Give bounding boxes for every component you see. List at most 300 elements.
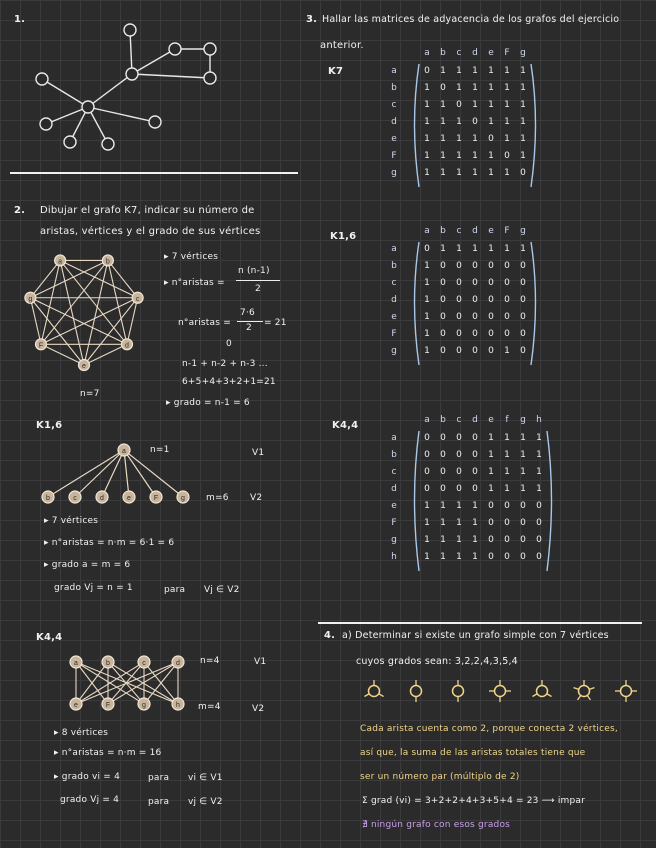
k7-vertex-label: F	[38, 342, 44, 350]
matrix-cell: 1	[456, 501, 462, 511]
matrix-cell: 0	[440, 261, 446, 271]
matrix-right-bracket	[531, 64, 536, 187]
matrix-cell: 1	[536, 484, 542, 494]
answer-line-2: así que, la suma de las aristas totales tiene que	[360, 748, 586, 758]
matrix-cell: 0	[472, 261, 478, 271]
matrix-cell: 0	[504, 295, 510, 305]
matrix-cell: 1	[488, 450, 494, 460]
matrix-cell: 0	[440, 312, 446, 322]
k7-fact-vertices: ▸ 7 vértices	[164, 252, 219, 262]
matrix-cell: 1	[520, 244, 526, 254]
answer-line-3: ser un número par (múltiplo de 2)	[360, 772, 520, 782]
matrix-cell: 0	[456, 467, 462, 477]
matrix-cell: 1	[440, 100, 446, 110]
matrix-brackets	[388, 226, 546, 369]
matrix-col-label: e	[488, 226, 494, 236]
matrix-cell: 1	[488, 151, 494, 161]
matrix-cell: 1	[424, 134, 430, 144]
matrix-cell: 0	[440, 467, 446, 477]
matrix-cell: 1	[440, 501, 446, 511]
k44-graph	[68, 652, 198, 712]
matrix-cell: 0	[472, 295, 478, 305]
matrix-row-label: h	[391, 552, 397, 562]
matrix-col-label: d	[472, 415, 478, 425]
matrix-cell: 1	[520, 100, 526, 110]
matrix-cell: 1	[472, 134, 478, 144]
matrix-row-label: c	[391, 278, 397, 288]
k44-vertex-label: e	[74, 702, 78, 709]
matrix-cell: 0	[520, 278, 526, 288]
matrix-cell: 1	[440, 535, 446, 545]
matrix-cell: 1	[520, 134, 526, 144]
matrix-col-label: g	[520, 226, 526, 236]
section-3-prompt-line1: Hallar las matrices de adyacencia de los grafos del ejercicio	[322, 14, 620, 25]
matrix-cell: 0	[424, 66, 430, 76]
matrix-row-label: e	[391, 134, 397, 144]
section-3-number: 3.	[306, 14, 318, 25]
k44-in-v1: vi ∈ V1	[188, 773, 223, 783]
matrix-row-label: e	[391, 312, 397, 322]
matrix-cell: 0	[488, 346, 494, 356]
matrix-cell: 1	[472, 535, 478, 545]
matrix-cell: 0	[424, 450, 430, 460]
matrix-cell: 1	[520, 83, 526, 93]
k16-vertex-label: c	[73, 495, 77, 502]
matrix-cell: 0	[520, 552, 526, 562]
matrix-cell: 1	[440, 151, 446, 161]
k7-frac1-num: n (n-1)	[238, 266, 270, 276]
k44-vertex-label: a	[74, 660, 78, 667]
matrix-cell: 1	[440, 244, 446, 254]
matrix-cell: 1	[424, 261, 430, 271]
matrix-cell: 1	[440, 518, 446, 528]
matrix-cell: 1	[504, 433, 510, 443]
matrix-cell: 0	[472, 467, 478, 477]
matrix-col-label: c	[456, 415, 462, 425]
k7-vertex-label: d	[125, 342, 129, 350]
matrix-cell: 0	[472, 484, 478, 494]
matrix-left-bracket	[415, 64, 420, 187]
section-1-graph	[20, 14, 250, 174]
matrix-cell: 0	[520, 261, 526, 271]
matrix-cell: 0	[456, 278, 462, 288]
matrix-cell: 0	[520, 535, 526, 545]
matrix-cell: 0	[488, 552, 494, 562]
degree-vertex	[411, 686, 422, 697]
matrix-k16	[388, 226, 578, 386]
matrix-cell: 0	[424, 244, 430, 254]
k44-v2: V2	[252, 704, 265, 714]
degree-vertex	[621, 686, 632, 697]
matrix-cell: 1	[456, 66, 462, 76]
matrix-cell: 0	[488, 535, 494, 545]
matrix-row-label: b	[391, 83, 397, 93]
matrix-cell: 1	[424, 501, 430, 511]
matrix-col-label: F	[504, 226, 510, 236]
degree-vertex	[495, 686, 506, 697]
matrix-cell: 1	[456, 117, 462, 127]
k7-fact-edges: ▸ n°aristas =	[164, 278, 225, 288]
k16-graph	[40, 440, 210, 510]
matrix-cell: 1	[472, 552, 478, 562]
k44-title: K4,4	[36, 632, 63, 643]
graph-node	[126, 68, 138, 80]
k7-edge	[41, 295, 140, 345]
matrix-row-label: d	[391, 117, 397, 127]
k7-edge	[28, 295, 127, 345]
matrix-k44-label: K4,4	[332, 420, 359, 431]
divider	[318, 622, 642, 624]
k7-vertex-label: b	[105, 258, 110, 266]
matrix-cell: 1	[424, 151, 430, 161]
matrix-cell: 0	[504, 278, 510, 288]
matrix-cell: 1	[504, 83, 510, 93]
k7-frac2-num: 7·6	[240, 308, 255, 318]
k16-m-eq: m=6	[206, 493, 229, 503]
k44-vertex-label: g	[142, 702, 146, 709]
matrix-row-label: g	[391, 168, 397, 178]
k16-title: K1,6	[36, 420, 63, 431]
matrix-brackets	[388, 415, 562, 575]
matrix-cell: 1	[456, 244, 462, 254]
degree-vertex	[369, 686, 380, 697]
k7-sum-line2: 6+5+4+3+2+1=21	[182, 377, 276, 387]
matrix-cell: 0	[456, 433, 462, 443]
matrix-cell: 0	[440, 450, 446, 460]
matrix-cell: 1	[472, 83, 478, 93]
k7-vertex-label: e	[82, 363, 86, 370]
k16-vertex-label: e	[127, 495, 131, 502]
k16-vertex-label: g	[181, 495, 185, 502]
matrix-cell: 1	[440, 134, 446, 144]
k7-frac2-den: 2	[246, 323, 252, 333]
matrix-cell: 0	[520, 346, 526, 356]
matrix-cell: 1	[472, 501, 478, 511]
graph-node	[102, 138, 114, 150]
degree-vertex	[579, 686, 590, 697]
k7-edge	[84, 344, 127, 365]
matrix-cell: 0	[440, 83, 446, 93]
matrix-right-bracket	[547, 431, 552, 571]
matrix-cell: 0	[472, 117, 478, 127]
matrix-row-label: e	[391, 501, 397, 511]
k7-fact-degree: ▸ grado = n-1 = 6	[166, 398, 250, 408]
matrix-row-label: a	[391, 66, 397, 76]
matrix-cell: 0	[440, 295, 446, 305]
k7-edge	[38, 342, 84, 365]
matrix-cell: 1	[488, 117, 494, 127]
matrix-cell: 1	[520, 117, 526, 127]
matrix-col-label: b	[440, 226, 446, 236]
k16-line-vertices: ▸ 7 vértices	[44, 516, 99, 526]
k16-line-grade-vj: grado Vj = n = 1	[54, 583, 133, 593]
k16-edge	[124, 450, 183, 497]
matrix-cell: 1	[456, 518, 462, 528]
matrix-cell: 0	[504, 535, 510, 545]
matrix-cell: 0	[520, 295, 526, 305]
matrix-left-bracket	[415, 431, 420, 571]
matrix-row-label: g	[391, 346, 397, 356]
matrix-cell: 1	[440, 66, 446, 76]
matrix-col-label: e	[488, 415, 494, 425]
k44-n-eq: n=4	[200, 656, 220, 666]
graph-node	[169, 43, 181, 55]
answer-line-4: Σ grad (vi) = 3+2+2+4+3+5+4 = 23 ⟶ impar	[362, 796, 586, 806]
matrix-col-label: F	[504, 48, 510, 58]
k7-graph	[24, 250, 164, 390]
matrix-cell: 0	[504, 151, 510, 161]
matrix-cell: 0	[504, 261, 510, 271]
matrix-row-label: F	[391, 329, 397, 339]
k44-m-eq: m=4	[198, 702, 221, 712]
k16-vertex-label: a	[122, 448, 126, 455]
answer-line-5: ∄ ningún grafo con esos grados	[362, 820, 511, 830]
matrix-left-bracket	[415, 242, 420, 365]
k16-para: para	[164, 585, 186, 595]
matrix-cell: 0	[488, 295, 494, 305]
matrix-cell: 1	[456, 134, 462, 144]
matrix-cell: 0	[520, 518, 526, 528]
matrix-cell: 1	[456, 168, 462, 178]
matrix-cell: 0	[440, 484, 446, 494]
matrix-cell: 0	[520, 312, 526, 322]
graph-node	[204, 72, 216, 84]
matrix-cell: 1	[488, 66, 494, 76]
k44-vertex-label: b	[106, 660, 110, 667]
matrix-cell: 0	[472, 450, 478, 460]
matrix-cell: 1	[504, 168, 510, 178]
matrix-cell: 1	[504, 66, 510, 76]
matrix-row-label: c	[391, 100, 397, 110]
matrix-cell: 1	[504, 244, 510, 254]
graph-node	[36, 73, 48, 85]
matrix-col-label: a	[424, 415, 430, 425]
k16-edge	[75, 450, 124, 497]
matrix-cell: 1	[520, 450, 526, 460]
matrix-col-label: f	[505, 415, 509, 425]
k7-n-label: n=7	[80, 389, 100, 399]
graph-node	[40, 118, 52, 130]
k7-vertex-label: g	[28, 295, 33, 303]
matrix-cell: 1	[456, 535, 462, 545]
section-3-prompt-line2: anterior.	[320, 40, 364, 51]
section-1-number: 1.	[14, 14, 26, 25]
matrix-cell: 1	[472, 100, 478, 110]
graph-node	[149, 116, 161, 128]
matrix-cell: 1	[424, 329, 430, 339]
matrix-cell: 1	[424, 518, 430, 528]
matrix-row-label: a	[391, 244, 397, 254]
matrix-cell: 0	[424, 484, 430, 494]
matrix-cell: 0	[456, 450, 462, 460]
matrix-cell: 0	[536, 552, 542, 562]
k16-in-v2: Vj ∈ V2	[204, 585, 240, 595]
matrix-cell: 1	[424, 346, 430, 356]
matrix-cell: 0	[472, 346, 478, 356]
degree-vertex	[453, 686, 464, 697]
k16-v2: V2	[250, 493, 263, 503]
matrix-col-label: a	[424, 48, 430, 58]
matrix-row-label: a	[391, 433, 397, 443]
matrix-cell: 1	[536, 433, 542, 443]
section-2-prompt-line1: Dibujar el grafo K7, indicar su número de	[40, 205, 255, 216]
matrix-cell: 1	[440, 168, 446, 178]
matrix-cell: 0	[504, 518, 510, 528]
section-4-number: 4.	[324, 630, 336, 641]
k16-vertex-label: F	[153, 495, 159, 502]
matrix-cell: 0	[536, 501, 542, 511]
matrix-cell: 0	[488, 312, 494, 322]
matrix-cell: 1	[424, 295, 430, 305]
matrix-brackets	[388, 48, 546, 191]
k16-vertex-label: d	[100, 495, 104, 502]
matrix-cell: 1	[472, 168, 478, 178]
matrix-col-label: h	[536, 415, 542, 425]
matrix-cell: 0	[504, 552, 510, 562]
matrix-cell: 0	[424, 467, 430, 477]
matrix-cell: 0	[520, 501, 526, 511]
graph-node	[82, 101, 94, 113]
matrix-cell: 0	[440, 433, 446, 443]
matrix-cell: 0	[488, 329, 494, 339]
matrix-cell: 1	[504, 117, 510, 127]
k7-edge	[60, 260, 137, 297]
matrix-cell: 0	[456, 329, 462, 339]
matrix-cell: 1	[520, 433, 526, 443]
matrix-cell: 0	[488, 261, 494, 271]
matrix-cell: 1	[424, 117, 430, 127]
matrix-row-label: d	[391, 295, 397, 305]
k44-line-edges: ▸ n°aristas = n·m = 16	[54, 748, 162, 758]
matrix-cell: 0	[456, 346, 462, 356]
matrix-cell: 1	[424, 312, 430, 322]
matrix-cell: 1	[440, 552, 446, 562]
matrix-cell: 0	[520, 168, 526, 178]
k16-line-edges: ▸ n°aristas = n·m = 6·1 = 6	[44, 538, 175, 548]
matrix-cell: 0	[472, 278, 478, 288]
matrix-k16-label: K1,6	[330, 231, 357, 242]
k7-frac1-den: 2	[255, 284, 261, 294]
graph-node	[124, 24, 136, 36]
matrix-col-label: b	[440, 48, 446, 58]
k44-vertex-label: d	[176, 660, 180, 667]
matrix-cell: 1	[488, 484, 494, 494]
fraction-bar	[237, 321, 263, 322]
degree-vertices-row	[360, 678, 640, 704]
matrix-cell: 1	[504, 484, 510, 494]
fraction-bar	[236, 280, 280, 281]
matrix-col-label: c	[456, 226, 462, 236]
matrix-cell: 1	[440, 117, 446, 127]
matrix-cell: 1	[536, 467, 542, 477]
matrix-cell: 0	[520, 329, 526, 339]
matrix-row-label: g	[391, 535, 397, 545]
matrix-col-label: g	[520, 415, 526, 425]
matrix-cell: 1	[520, 467, 526, 477]
k16-line-grade-a: ▸ grado a = m = 6	[44, 560, 131, 570]
matrix-col-label: e	[488, 48, 494, 58]
matrix-cell: 0	[536, 518, 542, 528]
k44-line-vertices: ▸ 8 vértices	[54, 728, 109, 738]
graph-node	[64, 136, 76, 148]
matrix-cell: 1	[456, 151, 462, 161]
matrix-cell: 1	[488, 83, 494, 93]
matrix-cell: 0	[488, 278, 494, 288]
matrix-cell: 0	[504, 501, 510, 511]
matrix-cell: 0	[456, 295, 462, 305]
k7-vertex-label: c	[135, 295, 140, 303]
matrix-k7	[388, 48, 578, 198]
matrix-cell: 0	[440, 329, 446, 339]
k44-vertex-label: F	[105, 702, 111, 709]
k16-v1: V1	[252, 448, 265, 458]
matrix-col-label: a	[424, 226, 430, 236]
matrix-cell: 1	[504, 134, 510, 144]
matrix-cell: 1	[472, 66, 478, 76]
matrix-k44	[388, 415, 588, 600]
graph-node	[204, 43, 216, 55]
matrix-cell: 1	[472, 151, 478, 161]
section-2-number: 2.	[14, 205, 26, 216]
matrix-cell: 1	[424, 100, 430, 110]
answer-line-1: Cada arista cuenta como 2, porque conecta 2 vértices,	[360, 724, 618, 734]
matrix-cell: 1	[456, 83, 462, 93]
k7-edge	[30, 260, 107, 297]
matrix-row-label: d	[391, 484, 397, 494]
matrix-cell: 1	[520, 151, 526, 161]
matrix-cell: 1	[504, 100, 510, 110]
matrix-cell: 1	[488, 244, 494, 254]
matrix-cell: 0	[456, 484, 462, 494]
matrix-cell: 1	[472, 244, 478, 254]
degree-vertex	[537, 686, 548, 697]
section-4-prompt-line2: cuyos grados sean: 3,2,2,4,3,5,4	[356, 656, 518, 667]
divider	[10, 172, 298, 174]
matrix-cell: 0	[440, 346, 446, 356]
matrix-cell: 1	[424, 552, 430, 562]
k44-para-1: para	[148, 773, 170, 783]
k7-fact-edges-2: n°aristas =	[178, 318, 231, 328]
matrix-row-label: b	[391, 261, 397, 271]
matrix-cell: 0	[456, 312, 462, 322]
matrix-cell: 0	[488, 134, 494, 144]
matrix-cell: 0	[504, 329, 510, 339]
matrix-row-label: F	[391, 518, 397, 528]
matrix-col-label: d	[472, 226, 478, 236]
k44-vertex-label: h	[176, 702, 180, 709]
matrix-cell: 1	[424, 278, 430, 288]
matrix-cell: 1	[504, 346, 510, 356]
matrix-row-label: F	[391, 151, 397, 161]
matrix-cell: 1	[488, 433, 494, 443]
matrix-row-label: c	[391, 467, 397, 477]
matrix-cell: 1	[488, 168, 494, 178]
matrix-cell: 1	[424, 535, 430, 545]
matrix-col-label: c	[456, 48, 462, 58]
matrix-right-bracket	[531, 242, 536, 365]
matrix-cell: 0	[504, 312, 510, 322]
matrix-cell: 1	[456, 552, 462, 562]
k7-frac2-result: = 21	[264, 318, 287, 328]
matrix-col-label: d	[472, 48, 478, 58]
matrix-cell: 0	[456, 100, 462, 110]
matrix-cell: 0	[424, 433, 430, 443]
k7-vertex-label: a	[58, 258, 63, 266]
k44-line-grade-vi: ▸ grado vi = 4	[54, 772, 121, 782]
matrix-cell: 1	[504, 467, 510, 477]
k7-zero: 0	[226, 339, 232, 349]
matrix-cell: 1	[488, 467, 494, 477]
